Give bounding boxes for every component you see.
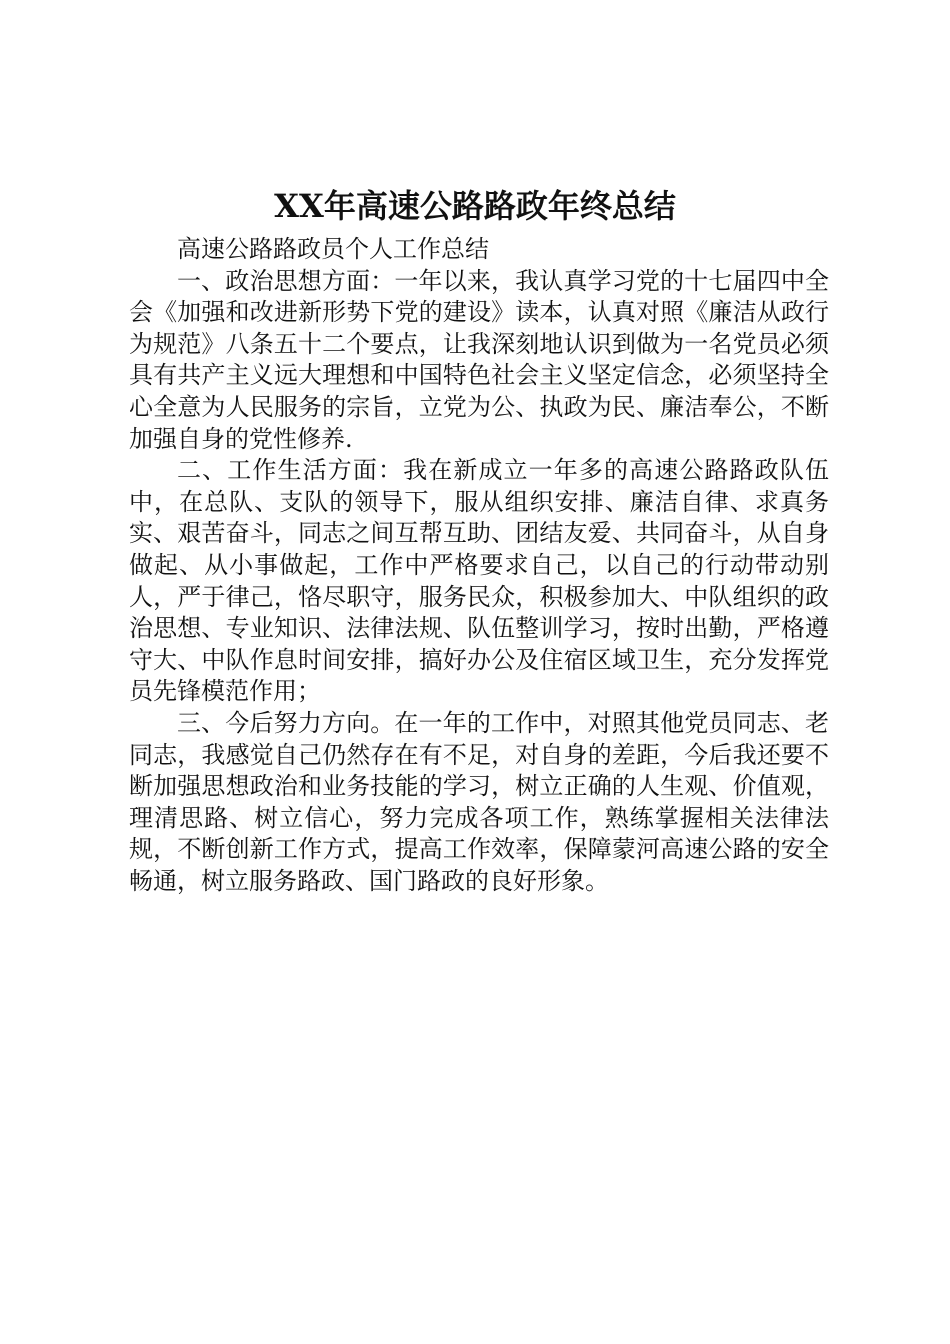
paragraph-future: 三、今后努力方向。在一年的工作中，对照其他党员同志、老同志，我感觉自己仍然存在有不足，对自身的差距，今后我还要不断加强思想政治和业务技能的学习，树立正确的人生观、价值观，理清思路、树立信心，努力完成各项工作，熟练掌握相关法律法规，不断创新工作方式，提高工作效率，保障蒙河高速公路的安全畅通，树立服务路政、国门路政的良好形象。	[129, 708, 829, 895]
document-body	[129, 234, 829, 897]
paragraph-political: 一、政治思想方面：一年以来，我认真学习党的十七届四中全会《加强和改进新形势下党的建设》读本，认真对照《廉洁从政行为规范》八条五十二个要点，让我深刻地认识到做为一名党员必须具有共产主义远大理想和中国特色社会主义坚定信念，必须坚持全心全意为人民服务的宗旨，立党为公、执政为民、廉洁奉公，不断加强自身的党性修养.	[129, 266, 829, 453]
subtitle-paragraph: 高速公路路政员个人工作总结	[177, 235, 489, 263]
paragraph-work-life: 二、工作生活方面：我在新成立一年多的高速公路路政队伍中，在总队、支队的领导下，服从组织安排、廉洁自律、求真务实、艰苦奋斗，同志之间互帮互助、团结友爱、共同奋斗，从自身做起、从小事做起，工作中严格要求自己，以自己的行动带动别人，严于律己，恪尽职守，服务民众，积极参加大、中队组织的政治思想、专业知识、法律法规、队伍整训学习，按时出勤，严格遵守大、中队作息时间安排，搞好办公及住宿区域卫生，充分发挥党员先锋模范作用；	[129, 456, 829, 706]
document-title: XX年高速公路路政年终总结	[274, 187, 676, 225]
